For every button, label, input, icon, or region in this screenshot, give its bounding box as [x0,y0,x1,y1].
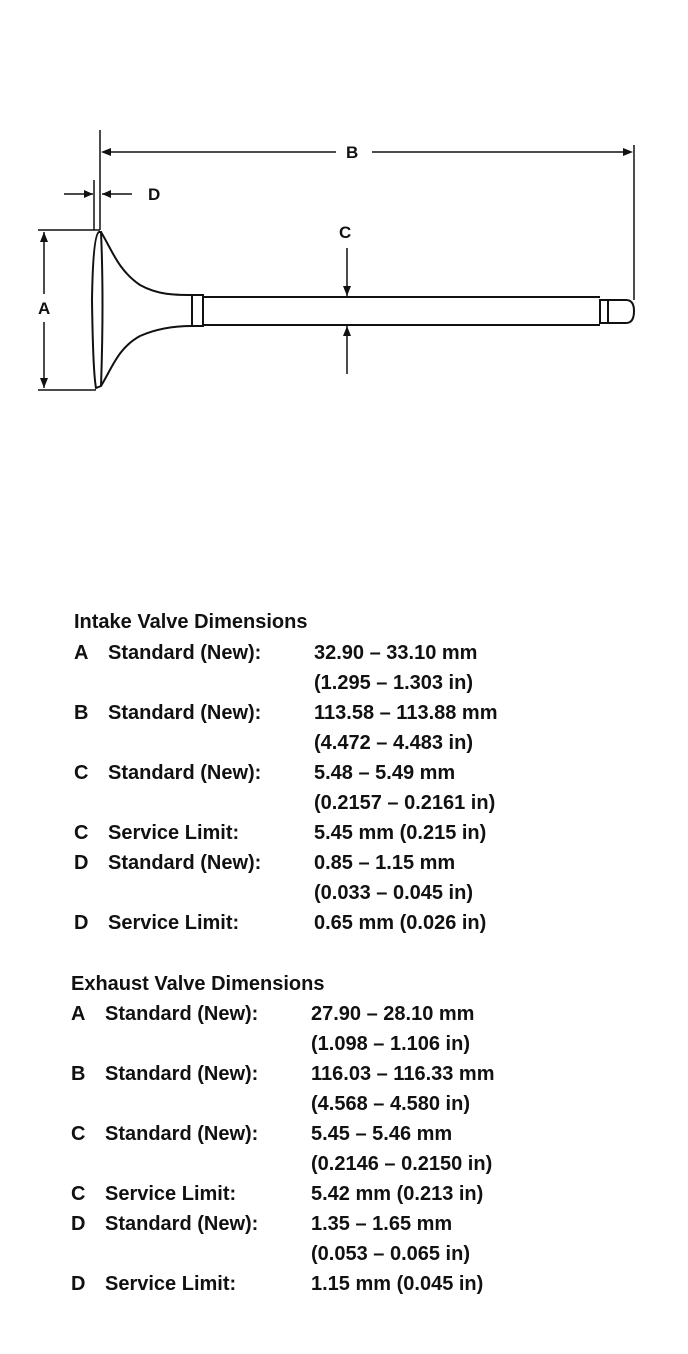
dimension-label-a: A [38,299,51,318]
spec-row [74,672,688,702]
spec-label: Service Limit: [108,912,240,934]
spec-value: 5.48 – 5.49 mm [314,762,456,784]
section-title: Exhaust Valve Dimensions [71,973,325,995]
spec-label: Service Limit: [105,1183,237,1205]
spec-value: 5.45 – 5.46 mm [311,1123,453,1145]
spec-label: Standard (New): [108,852,262,874]
spec-row [71,1273,688,1303]
spec-row [74,882,688,912]
dimension-letter: D [74,912,89,934]
spec-value: 5.42 mm (0.213 in) [311,1183,484,1205]
spec-value: (1.098 – 1.106 in) [311,1033,470,1055]
dimension-letter: D [71,1273,86,1295]
spec-row [71,1033,688,1063]
spec-value: (0.033 – 0.045 in) [314,882,473,904]
spec-row [74,822,688,852]
spec-value: 1.15 mm (0.045 in) [311,1273,484,1295]
dimension-letter: B [71,1063,86,1085]
spec-row [71,1153,688,1183]
spec-row [74,852,688,882]
dimension-letter: B [74,702,89,724]
spec-row [71,1183,688,1213]
spec-label: Standard (New): [105,1213,259,1235]
spec-row [71,1213,688,1243]
spec-value: (4.472 – 4.483 in) [314,732,473,754]
spec-label: Standard (New): [108,762,262,784]
spec-row [74,912,688,942]
spec-label: Service Limit: [108,822,240,844]
spec-value: 1.35 – 1.65 mm [311,1213,453,1235]
spec-value: 0.65 mm (0.026 in) [314,912,487,934]
spec-value: (4.568 – 4.580 in) [311,1093,470,1115]
spec-row [71,1243,688,1273]
spec-row [74,732,688,762]
spec-value: (0.2157 – 0.2161 in) [314,792,496,814]
spec-row [71,1063,688,1093]
section-title: Intake Valve Dimensions [74,611,308,633]
spec-label: Standard (New): [105,1003,259,1025]
dimension-lines [38,130,634,390]
dimension-letter: A [71,1003,86,1025]
spec-row [74,702,688,732]
dimension-letter: C [71,1123,86,1145]
dimension-letter: C [71,1183,86,1205]
dimension-letter: A [74,642,89,664]
spec-row [74,762,688,792]
spec-value: 0.85 – 1.15 mm [314,852,456,874]
spec-label: Service Limit: [105,1273,237,1295]
spec-value: 27.90 – 28.10 mm [311,1003,475,1025]
dimension-label-d: D [148,185,161,204]
dimension-letter: D [74,852,89,874]
spec-value: 113.58 – 113.88 mm [314,702,498,724]
spec-label: Standard (New): [105,1123,259,1145]
dimension-label-c: C [339,223,352,242]
spec-value: (1.295 – 1.303 in) [314,672,473,694]
spec-value: 32.90 – 33.10 mm [314,642,478,664]
spec-row [71,1123,688,1153]
spec-row [74,642,688,672]
dimension-label-b: B [346,143,359,162]
spec-value: (0.2146 – 0.2150 in) [311,1153,493,1175]
spec-label: Standard (New): [108,642,262,664]
spec-row [71,1093,688,1123]
dimension-letter: C [74,762,89,784]
valve-diagram [0,0,688,420]
spec-value: 5.45 mm (0.215 in) [314,822,487,844]
spec-row [71,1003,688,1033]
dimension-letter: C [74,822,89,844]
spec-label: Standard (New): [105,1063,259,1085]
spec-label: Standard (New): [108,702,262,724]
spec-value: 116.03 – 116.33 mm [311,1063,495,1085]
dimension-letter: D [71,1213,86,1235]
spec-row [74,792,688,822]
spec-value: (0.053 – 0.065 in) [311,1243,470,1265]
valve-drawing [92,232,634,388]
